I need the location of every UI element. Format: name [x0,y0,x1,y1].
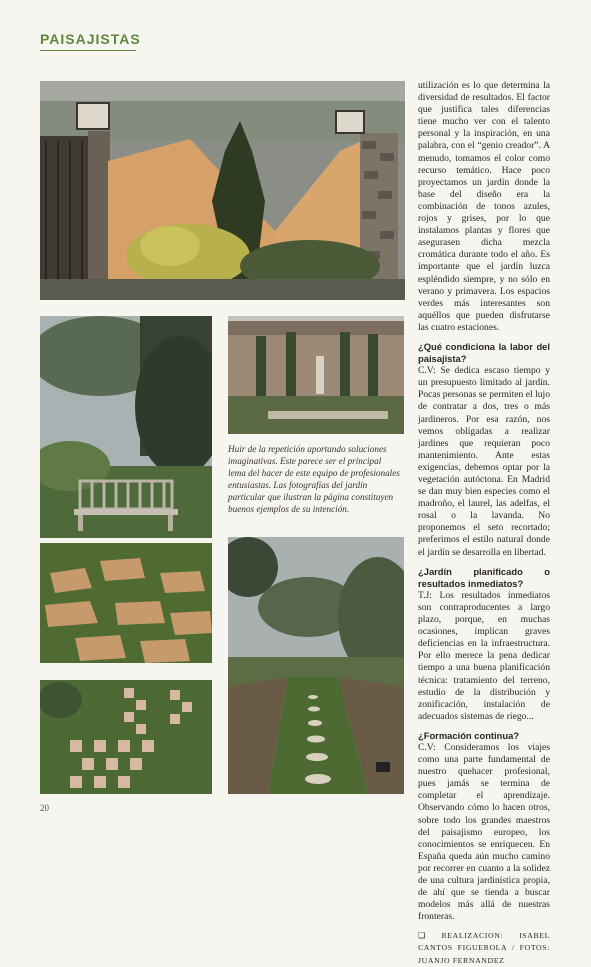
photo-garden-bench [40,316,212,538]
answer-paragraph: C.V: Se dedica escaso tiempo y un presupuesto limitado al jardín. Pocas personas se permiten el lujo de contratar a dos, tres o más jardineros. Por esa razón, nos vemos obligadas a realizar jardines que requieran poco mantenimiento. Ante estas exigencias, debemos optar por la vegetación autóctona. En Madrid se dan muy bien especies como el madroño, el laurel, las adelfas, el rosal o la lavanda. No proponemos el seto recortado; preferimos el estilo natural donde el jardín se desarrolla en libertad. [418,365,550,558]
photo-credits: ❏ REALIZACION: ISABEL CANTOS FIGUEROLA / FOTOS: JUANJO FERNANDEZ [418,931,550,965]
photo-stepping-stones [40,543,212,663]
question-heading: ¿Qué condiciona la labor del paisajista? [418,340,550,365]
answer-paragraph: C.V: Consideramos los viajes como una parte fundamental de nuestro quehacer profesional, pues jamás se termina de completar el aprendizaje. Observando cómo lo hacen otros, sobre todo los grandes maestros del paisajismo europeo, los conocimientos se enriquecen. En España queda aún mucho camino por recorrer en cuanto a la solidez de una cultura jardinística propia, de ahí que se tienda a buscar modelos más allá de nuestras fronteras. [418,741,550,923]
page-number: 20 [40,803,49,813]
question-heading: ¿Formación continua? [418,729,520,741]
photo-caption: Huir de la repetición aportando soluciones imaginativas. Este parece ser el principal lema del hacer de este equipo de profesionales entusiastas. Las fotografías del jardín particular que ilustran la página constituyen buenos ejemplos de su intención. [228,444,400,514]
article-paragraph: utilización es lo que determina la diversidad de resultados. El factor que justifica tales diferencias tiene mucho ver con el talento personal y la inspiración, en una palabra, con el “genio creador”. A menudo, tomamos el color como recurso temático. Hace poco proyectamos un jardín donde la base del diseño era la combinación de tonos azules, rojos y grises, por lo que instalamos plantas y flores que asegurasen dicha mezcla cromática durante todo el año. Es importante que el jardín luzca espléndido siempre, y no sólo en verano y primavera. Los espacios verdes más interesantes son aquéllos que pueden disfrutarse las cuatro estaciones. [418,80,550,333]
photo-hedges-statue [228,316,404,434]
section-header: PAISAJISTAS [40,31,141,47]
photo-garden-entrance [40,81,405,300]
photo-garden-path [228,537,404,794]
header-rule [40,50,136,51]
answer-paragraph: T.J: Los resultados inmediatos son contraproducentes a largo plazo, porque, en muchas ocasiones, implican graves deficiencias en la infraestructura. Por ello merece la pena dedicar tiempo a una buena planificación técnica: tratamiento del terreno, estudio de la distribución y zonificación, instalación de adecuados sistemas de riego... [418,589,550,722]
photo-checker-paving [40,680,212,794]
article-column [418,80,550,967]
question-heading: ¿Jardín planificado o resultados inmediatos? [418,565,550,589]
